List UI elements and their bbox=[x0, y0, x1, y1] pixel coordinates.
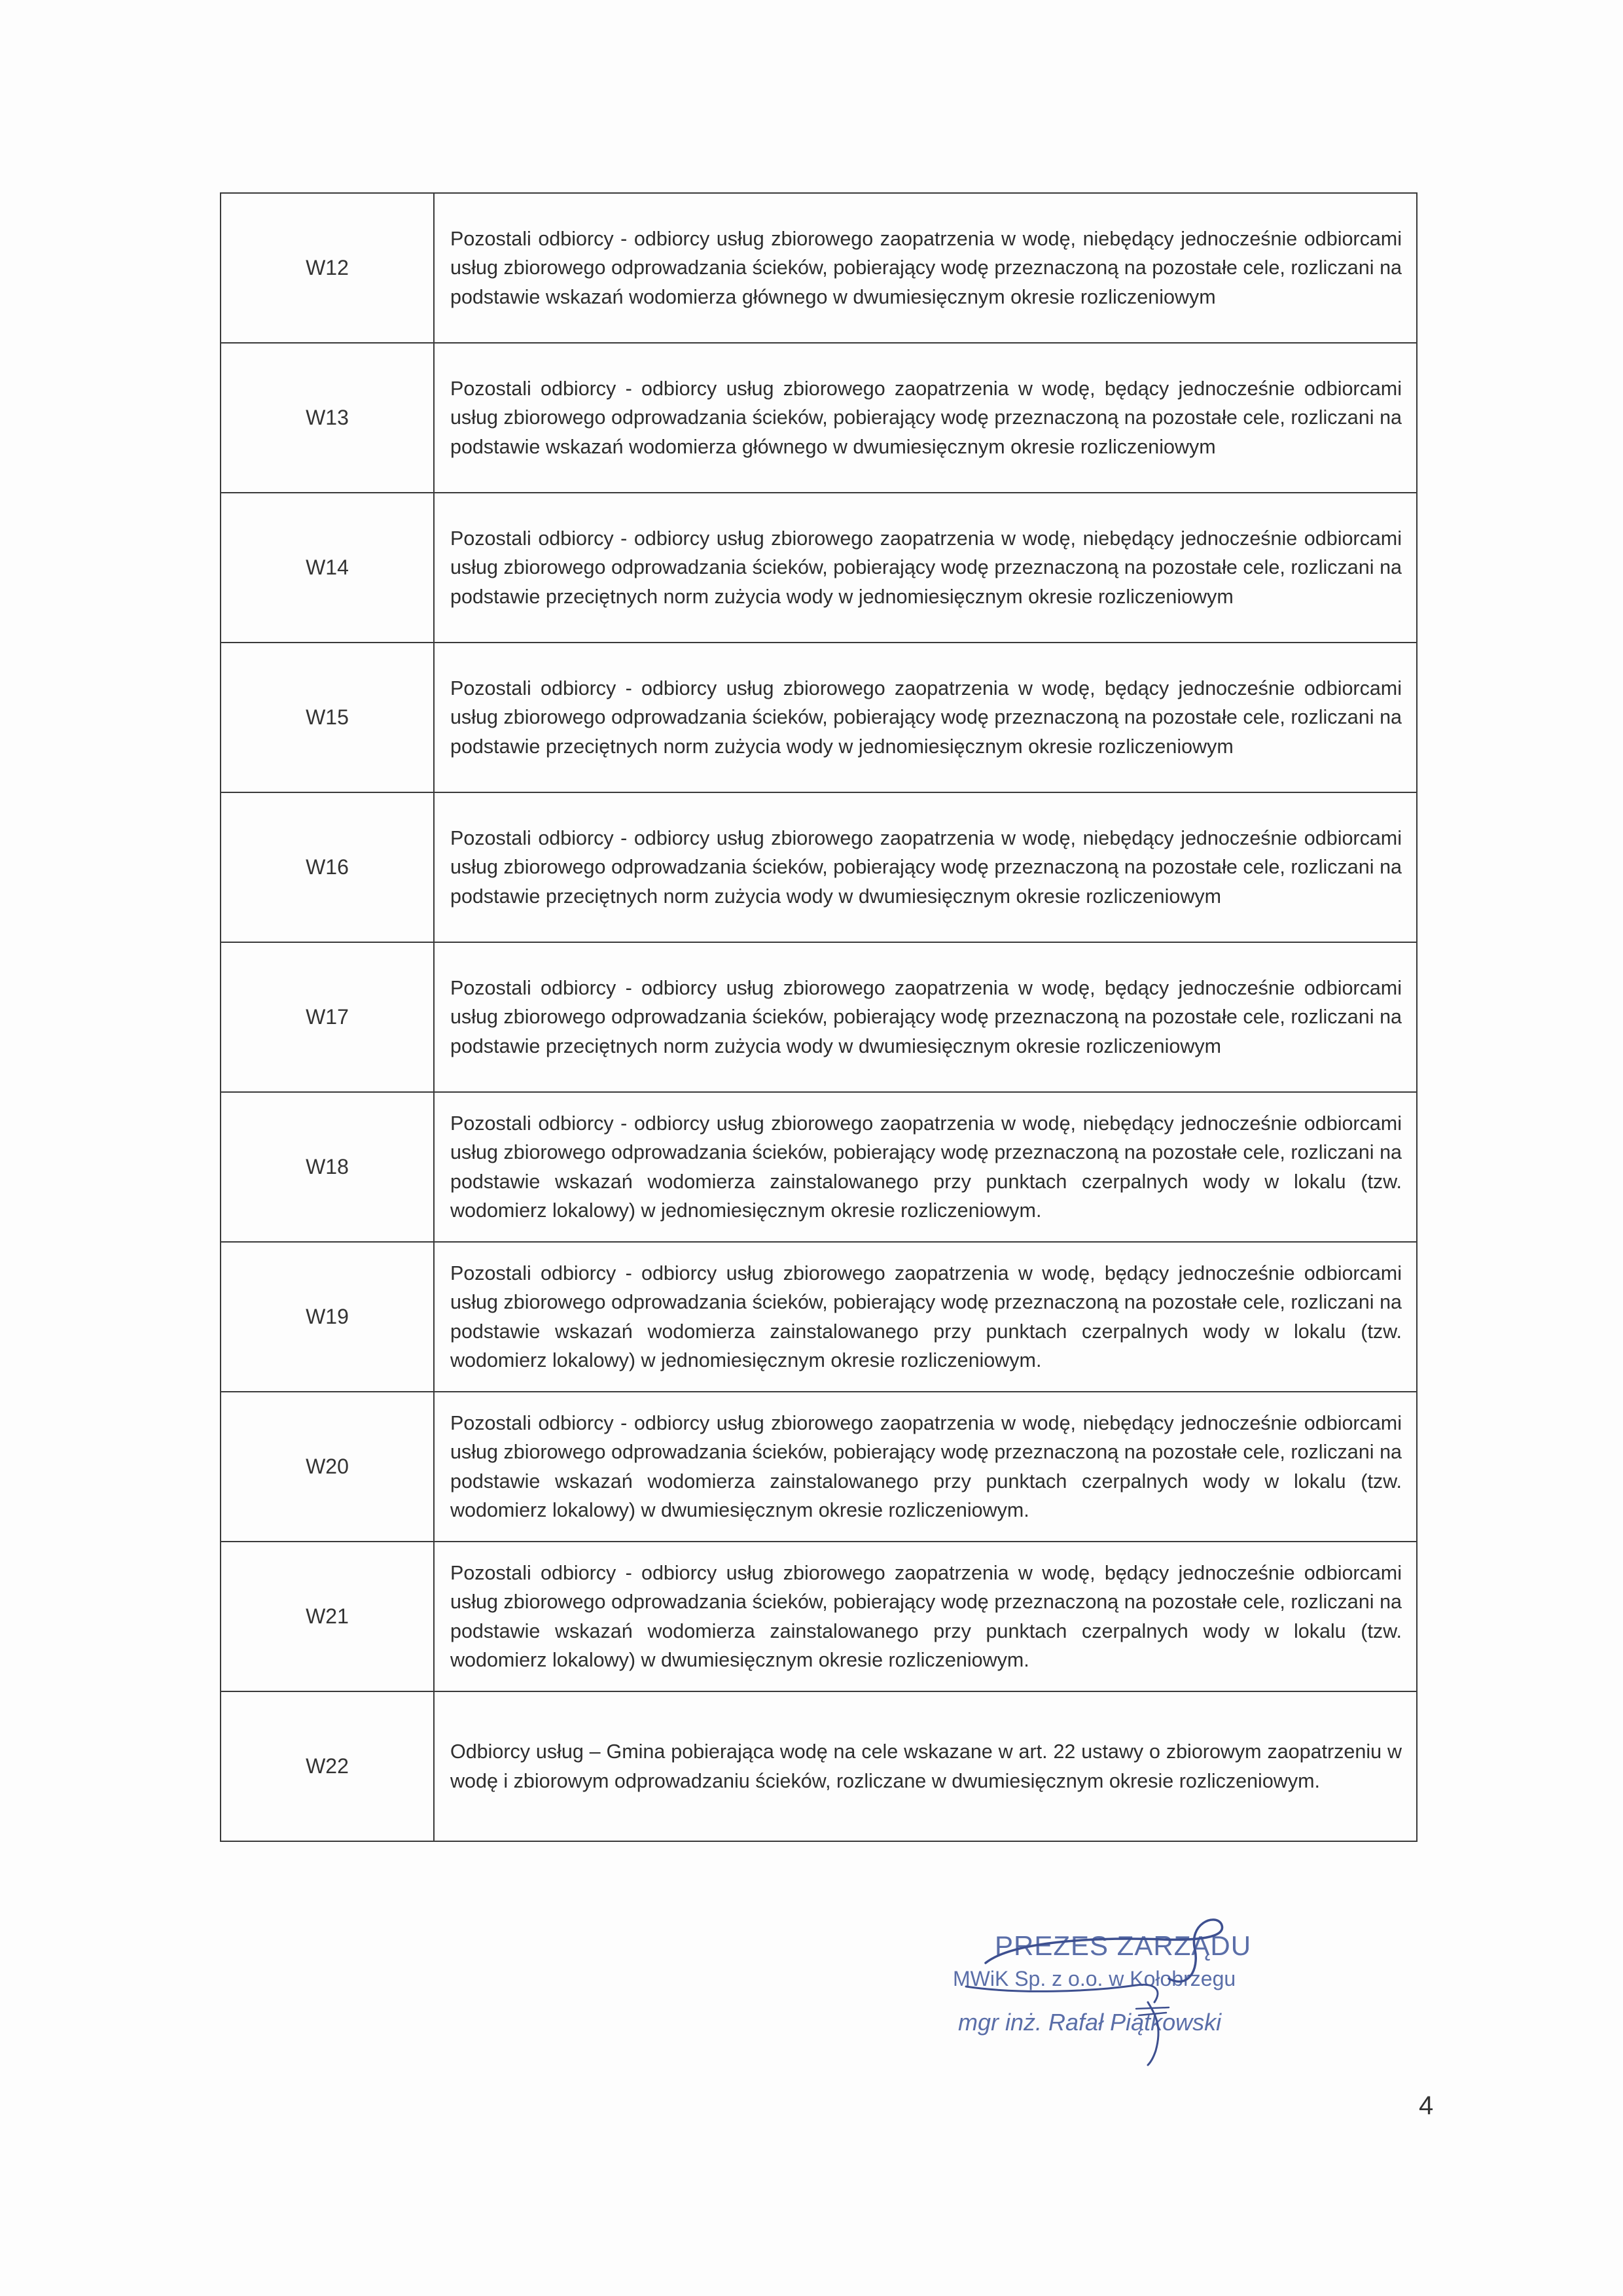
tariff-description: Pozostali odbiorcy - odbiorcy usług zbiorowego zaopatrzenia w wodę, niebędący jednocześnie odbiorcami usług zbiorowego odprowadzania ścieków, pobierający wodę przeznaczoną na pozostałe cele, rozliczani na podstawie wskazań wodomierza zainstalowanego przy punktach czerpalnych wody w lokalu (tzw. wodomierz lokalowy) w dwumiesięcznym okresie rozliczeniowym. bbox=[434, 1392, 1417, 1542]
tariff-description: Pozostali odbiorcy - odbiorcy usług zbiorowego zaopatrzenia w wodę, będący jednocześnie odbiorcami usług zbiorowego odprowadzania ścieków, pobierający wodę przeznaczoną na pozostałe cele, rozliczani na podstawie wskazań wodomierza zainstalowanego przy punktach czerpalnych wody w lokalu (tzw. wodomierz lokalowy) w jednomiesięcznym okresie rozliczeniowym. bbox=[434, 1242, 1417, 1392]
table-row bbox=[221, 193, 1417, 343]
stamp-company: MWiK Sp. z o.o. w Kołobrzegu bbox=[953, 1967, 1236, 1990]
tariff-table bbox=[220, 192, 1418, 1842]
tariff-code: W12 bbox=[221, 193, 434, 343]
page-number: 4 bbox=[1419, 2091, 1434, 2120]
stamp-name: mgr inż. Rafał Piątkowski bbox=[958, 2009, 1222, 2036]
table-row bbox=[221, 1542, 1417, 1691]
tariff-code: W16 bbox=[221, 792, 434, 942]
stamp-title: PREZES ZARZĄDU bbox=[995, 1930, 1252, 1961]
tariff-description: Pozostali odbiorcy - odbiorcy usług zbiorowego zaopatrzenia w wodę, niebędący jednocześnie odbiorcami usług zbiorowego odprowadzania ścieków, pobierający wodę przeznaczoną na pozostałe cele, rozliczani na podstawie przeciętnych norm zużycia wody w jednomiesięcznym okresie rozliczeniowym bbox=[434, 493, 1417, 643]
table-row bbox=[221, 942, 1417, 1092]
tariff-code: W15 bbox=[221, 643, 434, 792]
tariff-code: W13 bbox=[221, 343, 434, 493]
tariff-description: Pozostali odbiorcy - odbiorcy usług zbiorowego zaopatrzenia w wodę, niebędący jednocześnie odbiorcami usług zbiorowego odprowadzania ścieków, pobierający wodę przeznaczoną na pozostałe cele, rozliczani na podstawie przeciętnych norm zużycia wody w dwumiesięcznym okresie rozliczeniowym bbox=[434, 792, 1417, 942]
table-row bbox=[221, 343, 1417, 493]
tariff-code: W22 bbox=[221, 1691, 434, 1841]
tariff-description: Pozostali odbiorcy - odbiorcy usług zbiorowego zaopatrzenia w wodę, będący jednocześnie odbiorcami usług zbiorowego odprowadzania ścieków, pobierający wodę przeznaczoną na pozostałe cele, rozliczani na podstawie wskazań wodomierza głównego w dwumiesięcznym okresie rozliczeniowym bbox=[434, 343, 1417, 493]
signature-stamp bbox=[940, 1911, 1280, 2068]
table-row bbox=[221, 493, 1417, 643]
tariff-description: Odbiorcy usług – Gmina pobierająca wodę na cele wskazane w art. 22 ustawy o zbiorowym zaopatrzeniu w wodę i zbiorowym odprowadzaniu ścieków, rozliczane w dwumiesięcznym okresie rozliczeniowym. bbox=[434, 1691, 1417, 1841]
tariff-code: W18 bbox=[221, 1092, 434, 1242]
tariff-code: W17 bbox=[221, 942, 434, 1092]
tariff-description: Pozostali odbiorcy - odbiorcy usług zbiorowego zaopatrzenia w wodę, będący jednocześnie odbiorcami usług zbiorowego odprowadzania ścieków, pobierający wodę przeznaczoną na pozostałe cele, rozliczani na podstawie wskazań wodomierza zainstalowanego przy punktach czerpalnych wody w lokalu (tzw. wodomierz lokalowy) w dwumiesięcznym okresie rozliczeniowym. bbox=[434, 1542, 1417, 1691]
handwritten-signature bbox=[940, 1911, 1280, 2068]
table-row bbox=[221, 643, 1417, 792]
table-row bbox=[221, 1092, 1417, 1242]
tariff-description: Pozostali odbiorcy - odbiorcy usług zbiorowego zaopatrzenia w wodę, niebędący jednocześnie odbiorcami usług zbiorowego odprowadzania ścieków, pobierający wodę przeznaczoną na pozostałe cele, rozliczani na podstawie wskazań wodomierza głównego w dwumiesięcznym okresie rozliczeniowym bbox=[434, 193, 1417, 343]
tariff-code: W20 bbox=[221, 1392, 434, 1542]
table-row bbox=[221, 792, 1417, 942]
tariff-code: W21 bbox=[221, 1542, 434, 1691]
table-row bbox=[221, 1242, 1417, 1392]
tariff-code: W14 bbox=[221, 493, 434, 643]
tariff-code: W19 bbox=[221, 1242, 434, 1392]
tariff-description: Pozostali odbiorcy - odbiorcy usług zbiorowego zaopatrzenia w wodę, będący jednocześnie odbiorcami usług zbiorowego odprowadzania ścieków, pobierający wodę przeznaczoną na pozostałe cele, rozliczani na podstawie przeciętnych norm zużycia wody w jednomiesięcznym okresie rozliczeniowym bbox=[434, 643, 1417, 792]
table-row bbox=[221, 1691, 1417, 1841]
table-row bbox=[221, 1392, 1417, 1542]
tariff-description: Pozostali odbiorcy - odbiorcy usług zbiorowego zaopatrzenia w wodę, będący jednocześnie odbiorcami usług zbiorowego odprowadzania ścieków, pobierający wodę przeznaczoną na pozostałe cele, rozliczani na podstawie przeciętnych norm zużycia wody w dwumiesięcznym okresie rozliczeniowym bbox=[434, 942, 1417, 1092]
tariff-description: Pozostali odbiorcy - odbiorcy usług zbiorowego zaopatrzenia w wodę, niebędący jednocześnie odbiorcami usług zbiorowego odprowadzania ścieków, pobierający wodę przeznaczoną na pozostałe cele, rozliczani na podstawie wskazań wodomierza zainstalowanego przy punktach czerpalnych wody w lokalu (tzw. wodomierz lokalowy) w jednomiesięcznym okresie rozliczeniowym. bbox=[434, 1092, 1417, 1242]
